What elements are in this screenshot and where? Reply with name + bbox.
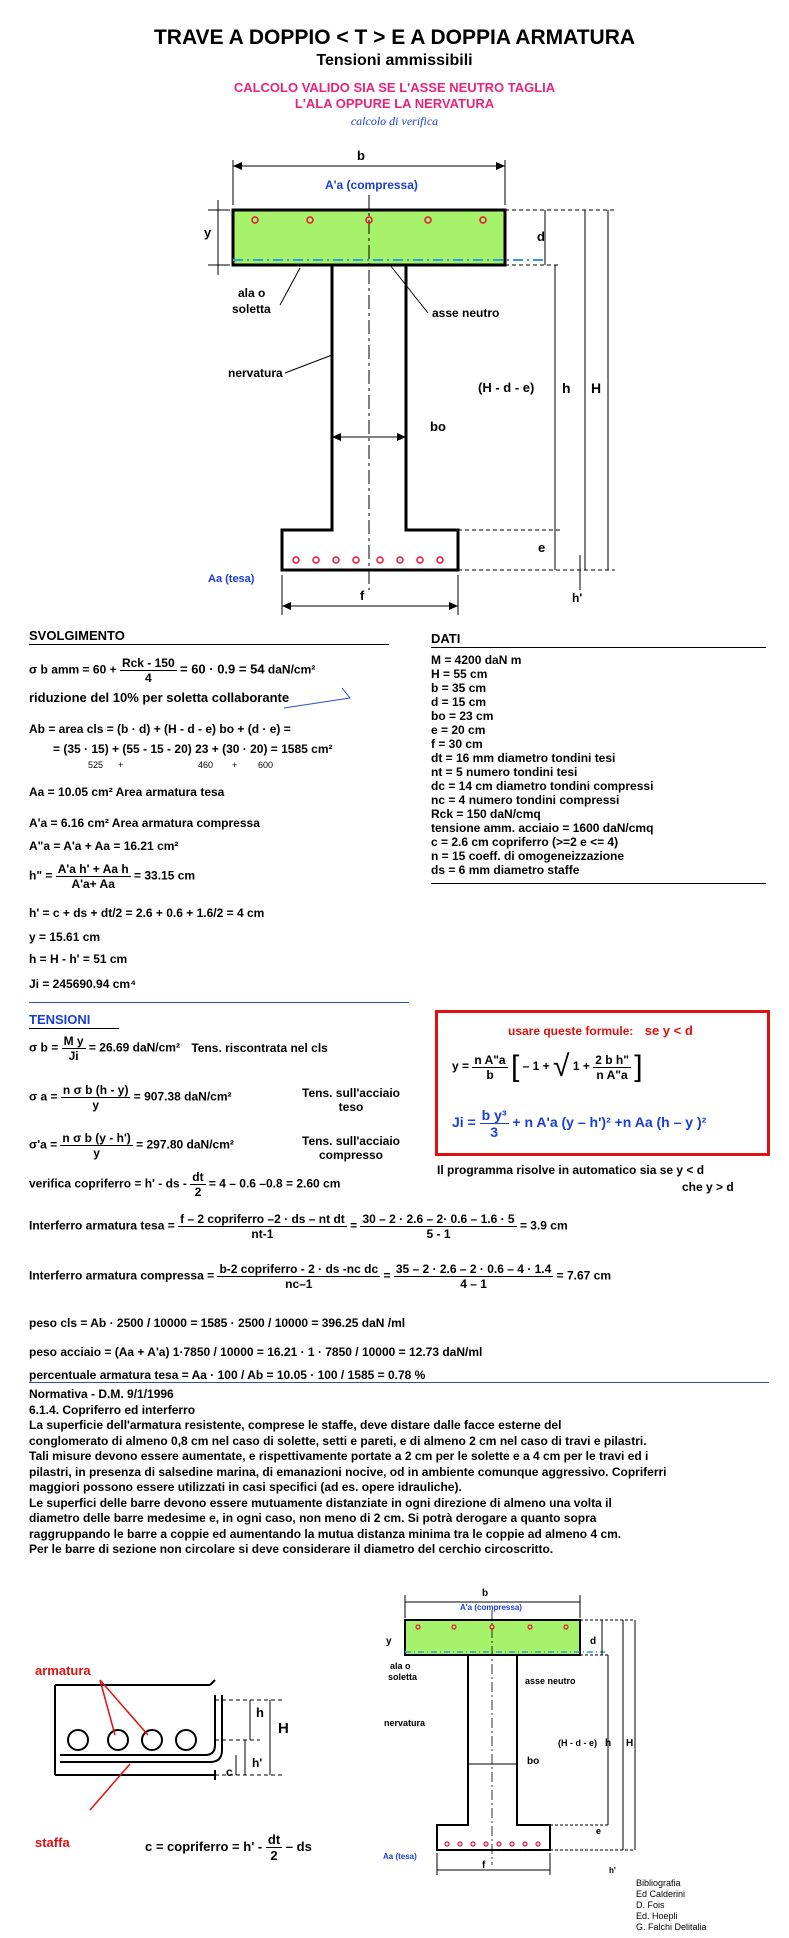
interferro-compressa: Interferro armatura compressa = $\frac{\text{b-2 copriferro - 2 · ds -nc dc}}{nc-1}$ = $\frac{35 - 2 \cdot 2.6 - 2 \cdot 0.6 - 4 \cdot 1.4}{4 - 1}$ = 7.67 cm [29, 1262, 611, 1291]
dim-bo: bo [430, 419, 446, 434]
hs-formula: h" = $\frac{\text{A'a h' + Aa h}}{A'a+ Aa}$ = 33.15 cm [29, 862, 196, 891]
formule-box [435, 1010, 770, 1156]
dati-item: n = 15 coeff. di omogeneizzazione [431, 849, 625, 863]
dim-f: f [360, 588, 365, 603]
dati-item: H = 55 cm [431, 667, 488, 681]
dim-h: h [562, 380, 571, 396]
label-ala: ala o [238, 286, 266, 300]
dati-heading: DATI [431, 631, 461, 646]
dati-item: b = 35 cm [431, 681, 487, 695]
asa-area: A"a = A'a + Aa = 16.21 cm² [29, 839, 179, 853]
riduzione-note: riduzione del 10% per soletta collaborante [29, 690, 290, 705]
label-tesa: Aa (tesa) [208, 573, 255, 585]
dati-item: ds = 6 mm diametro staffe [431, 863, 580, 877]
note-line-1: CALCOLO VALIDO SIA SE L'ASSE NEUTRO TAGLIA [233, 80, 556, 95]
dati-item: d = 15 cm [431, 695, 487, 709]
dim-d: d [537, 229, 545, 244]
dati-item: c = 2.6 cm copriferro (>=2 e <= 4) [431, 835, 619, 849]
dim-e: e [538, 540, 546, 555]
sigma-a-note: Tens. sull'acciaio teso [302, 1086, 401, 1114]
sigma-a1-formula: σ'a = $\frac{\text{n σ b (y - h')}}{y}$ = 297.80 daN/cm² [29, 1131, 234, 1160]
dati-item: dc = 14 cm diametro tondini compressi [431, 779, 654, 793]
dati-item: M = 4200 daN m [431, 653, 522, 667]
label-armatura: armatura [35, 1663, 91, 1678]
tension-bars [293, 557, 443, 563]
normativa-block: Normativa - D.M. 9/1/1996 6.1.4. Copriferro ed interferro La superficie dell'armatura resistente, comprese le staffe, deve distare dalle facce esterne del conglomerato di almeno 0,8 cm nel caso di solette, setti e pareti, e di almeno 2 cm nel caso di travi e pilastri. Tali misure devono essere aumentate, e rispettivamente portate a 2 cm per le solette e a 4 cm per le travi ed i pilastri, in presenza di salsedine marina, di emanazioni nocive, od in ambiente comunque aggressivo. Copriferri maggiori possono essere utilizzati in casi specifici (ad es. opere idrauliche). Le superfici delle barre devono essere mutuamente distanziate in ogni direzione di almeno una volta il diametro delle barre medesime e, in ogni caso, non meno di 2 cm. Si potrà derogare a quanto sopra raggruppando le barre a coppie ed aumentando la mutua distanza minima tra le coppie ad almeno 4 cm. Per le barre di sezione non circolare si deve considerare il diametro del cerchio circoscritto. [29, 1387, 784, 1558]
dim-hprime: h' [572, 591, 583, 605]
hp-formula: h' = c + ds + dt/2 = 2.6 + 0.6 + 1.6/2 = 4 cm [29, 906, 265, 920]
beam-section-diagram [0, 0, 789, 620]
copriferro-check: verifica copriferro = h' - ds - $\frac{dt}{2}$ = 4 – 0.6 –0.8 = 2.60 cm [29, 1170, 341, 1199]
label-compressed: A'a (compressa) [325, 178, 418, 192]
dati-item: f = 30 cm [431, 737, 483, 751]
dim-H: H [591, 380, 602, 396]
dati-item: e = 20 cm [431, 723, 486, 737]
dati-item: dt = 16 mm diametro tondini tesi [431, 751, 616, 765]
sigma-amm-formula: σ b amm = 60 + $\frac{\text{Rck - 150}}{4}$ = 60 · 0.9 = 54 daN/cm² [29, 656, 316, 685]
sigma-a-formula: σ a = $\frac{\text{n σ b (h - y)}}{y}$ = 907.38 daN/cm² [29, 1083, 232, 1112]
formule-title: usare queste formule: se y < d [508, 1023, 693, 1038]
note-line-2: L'ALA OPPURE LA NERVATURA [294, 96, 495, 111]
label-nervatura: nervatura [228, 366, 283, 380]
note-verification: calcolo di verifica [350, 114, 439, 128]
detail-formula: c = copriferro = h' - $\frac{dt}{2}$ – ds [145, 1832, 312, 1863]
dati-item: tensione amm. acciaio = 1600 daN/cmq [431, 821, 654, 835]
peso-cls: peso cls = Ab · 2500 / 10000 = 1585 · 2500 / 10000 = 396.25 daN /ml [29, 1316, 406, 1330]
ab-formula-2: = (35 · 15) + (55 - 15 - 20) 23 + (30 · 20) = 1585 cm² [53, 742, 333, 756]
page-title: TRAVE A DOPPIO < T > E A DOPPIA ARMATURA [153, 26, 636, 49]
page-subtitle: Tensioni ammissibili [316, 52, 473, 69]
h-value: h = H - h' = 51 cm [29, 952, 128, 966]
svolgimento-heading: SVOLGIMENTO [29, 628, 125, 643]
y-value: y = 15.61 cm [29, 930, 101, 944]
aa-area: Aa = 10.05 cm² Area armatura tesa [29, 785, 225, 799]
formula-ji: Ji = $\frac{\text{b y³}}{3}$ + n A'a (y – h')² +n Aa (h – y )² [452, 1107, 707, 1140]
label-soletta: soletta [232, 302, 271, 316]
normativa-title: Normativa - D.M. 9/1/1996 [29, 1387, 174, 1401]
peso-acciaio: peso acciaio = (Aa + A'a) 1·7850 / 10000 = 16.21 · 1 · 7850 / 10000 = 12.73 daN/ml [29, 1345, 483, 1359]
interferro-tesa: Interferro armatura tesa = $\frac{\text{f – 2 copriferro –2 · ds – nt dt}}{nt-1}$ = $\frac{30 - 2 \cdot 2.6 - 2\cdot 0.6 - 1.6 \cdot 5}{5 - 1}$ = 3.9 cm [29, 1212, 568, 1241]
label-staffa: staffa [35, 1835, 70, 1850]
sigma-b-formula: σ b = $\frac{\text{M y}}{Ji}$ = 26.69 daN/cm² Tens. riscontrata nel cls [29, 1034, 328, 1063]
dati-list [431, 653, 653, 877]
dati-item: nt = 5 numero tondini tesi [431, 765, 578, 779]
dim-y: y [204, 225, 212, 240]
detail-dim-c: c [226, 1765, 233, 1779]
percentuale-armatura: percentuale armatura tesa = Aa · 100 / Ab = 10.05 · 100 / 1585 = 0.78 % [29, 1368, 426, 1382]
label-asse-neutro: asse neutro [432, 306, 500, 320]
detail-dim-H: H [278, 1720, 289, 1737]
dati-item: Rck = 150 daN/cmq [431, 807, 541, 821]
small-section-diagram [380, 1590, 650, 1880]
auto-note-1: Il programma risolve in automatico sia se y < d [437, 1163, 705, 1177]
normativa-subtitle: 6.1.4. Copriferro ed interferro [29, 1402, 196, 1417]
dim-b: b [357, 148, 365, 163]
detail-dim-h: h [256, 1705, 264, 1720]
bibliografia: Bibliografia Ed Calderini D. Fois Ed. Hoepli G. Falchi Delitalia [636, 1878, 707, 1932]
dati-item: nc = 4 numero tondini compressi [431, 793, 620, 807]
ab-formula-1: Ab = area cls = (b · d) + (H - d - e) bo + (d · e) = [29, 722, 291, 736]
a1a-area: A'a = 6.16 cm² Area armatura compressa [29, 816, 260, 830]
auto-note-2: che y > d [682, 1180, 734, 1194]
dati-item: bo = 23 cm [431, 709, 494, 723]
formula-y: y = $\frac{\text{n A"a}}{b}$ [ – 1 + √ 1 + $\frac{\text{2 b h"}}{\text{n A"a}}$ ] [452, 1050, 643, 1083]
ji-value: Ji = 245690.94 cm⁴ [29, 977, 137, 991]
tensioni-heading: TENSIONI [29, 1012, 91, 1027]
detail-dim-hp: h' [252, 1756, 263, 1770]
dim-hde: (H - d - e) [478, 380, 535, 395]
sigma-a1-note: Tens. sull'acciaio compresso [302, 1134, 401, 1162]
